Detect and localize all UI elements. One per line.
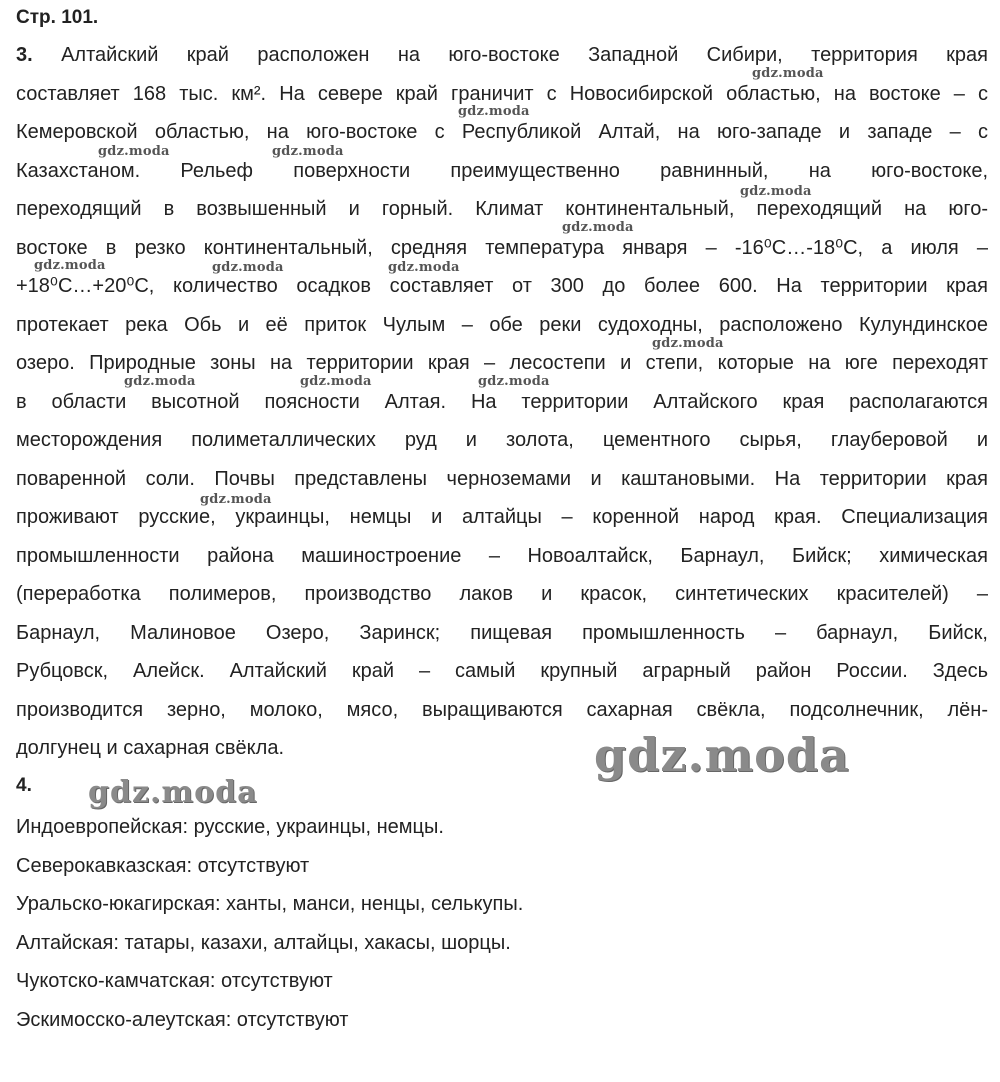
watermark-text: gdz.moda (300, 374, 372, 389)
watermark-text: gdz.moda (562, 220, 634, 235)
answer-line: Казахстаном. Рельеф поверхности преимущественно равнинный, на юго-востоке, (16, 159, 988, 182)
answer-line: промышленности района машиностроение – Новоалтайск, Барнаул, Бийск; химическая (16, 544, 988, 567)
watermark-text: gdz.moda (652, 336, 724, 351)
list-item: Индоевропейская: русские, украинцы, немцы. (16, 816, 444, 838)
question-number: 3. (16, 44, 33, 66)
answer-line: месторождения полиметаллических руд и золота, цементного сырья, глауберовой и (16, 429, 988, 451)
page-number-heading: Стр. 101. (16, 7, 99, 28)
list-item: Алтайская: татары, казахи, алтайцы, хакасы, шорцы. (16, 931, 511, 954)
watermark-text: gdz.moda (752, 66, 824, 81)
watermark-text: gdz.moda (272, 144, 344, 159)
answer-line: Барнаул, Малиновое Озеро, Заринск; пищевая промышленность – барнаул, Бийск, (16, 621, 988, 644)
answer-line: востоке в резко континентальный, средняя температура января – -16⁰С…-18⁰С, а июля – (16, 236, 988, 259)
question-4-number: 4. (16, 775, 32, 796)
question-3-answer (16, 36, 988, 768)
watermark-text: gdz.moda (124, 374, 196, 389)
answer-line: поваренной соли. Почвы представлены черноземами и каштановыми. На территории края (16, 467, 988, 490)
list-item: Чукотско-камчатская: отсутствуют (16, 970, 333, 992)
answer-line: переходящий в возвышенный и горный. Климат континентальный, переходящий на юго- (16, 198, 988, 220)
language-family-list (16, 808, 988, 1039)
answer-line: протекает река Обь и её приток Чулым – обе реки судоходны, расположено Кулундинское (16, 313, 988, 336)
watermark-text: gdz.moda (34, 258, 106, 273)
answer-line: проживают русские, украинцы, немцы и алтайцы – коренной народ края. Специализация (16, 506, 988, 528)
answer-line: озеро. Природные зоны на территории края – лесостепи и степи, которые на юге переходят (16, 352, 988, 374)
watermark-text: gdz.moda (740, 184, 812, 199)
answer-line: +18⁰С…+20⁰С, количество осадков составляет от 300 до более 600. На территории края (16, 275, 988, 297)
answer-line: (переработка полимеров, производство лаков и красок, синтетических красителей) – (16, 583, 988, 605)
watermark-logo-medium: gdz.moda (88, 775, 258, 810)
watermark-text: gdz.moda (478, 374, 550, 389)
answer-line: Кемеровской областью, на юго-востоке с Республикой Алтай, на юго-западе и западе – с (16, 121, 988, 143)
answer-line: Рубцовск, Алейск. Алтайский край – самый крупный аграрный район России. Здесь (16, 660, 988, 682)
answer-line: в области высотной поясности Алтая. На территории Алтайского края располагаются (16, 390, 988, 413)
watermark-logo-large: gdz.moda (594, 728, 850, 782)
watermark-text: gdz.moda (388, 260, 460, 275)
watermark-text: gdz.moda (98, 144, 170, 159)
answer-line: составляет 168 тыс. км². На севере край граничит с Новосибирской областью, на востоке – с (16, 82, 988, 105)
list-item: Северокавказская: отсутствуют (16, 854, 310, 877)
answer-line: производится зерно, молоко, мясо, выращиваются сахарная свёкла, подсолнечник, лён- (16, 698, 988, 721)
watermark-text: gdz.moda (200, 492, 272, 507)
list-item: Уральско-юкагирская: ханты, манси, ненцы, селькупы. (16, 893, 524, 915)
answer-line: 3. Алтайский край расположен на юго-востоке Западной Сибири, территория края (16, 44, 988, 66)
answer-line: долгунец и сахарная свёкла. (16, 737, 284, 759)
list-item: Эскимосско-алеутская: отсутствуют (16, 1008, 349, 1031)
watermark-text: gdz.moda (458, 104, 530, 119)
watermark-text: gdz.moda (212, 260, 284, 275)
